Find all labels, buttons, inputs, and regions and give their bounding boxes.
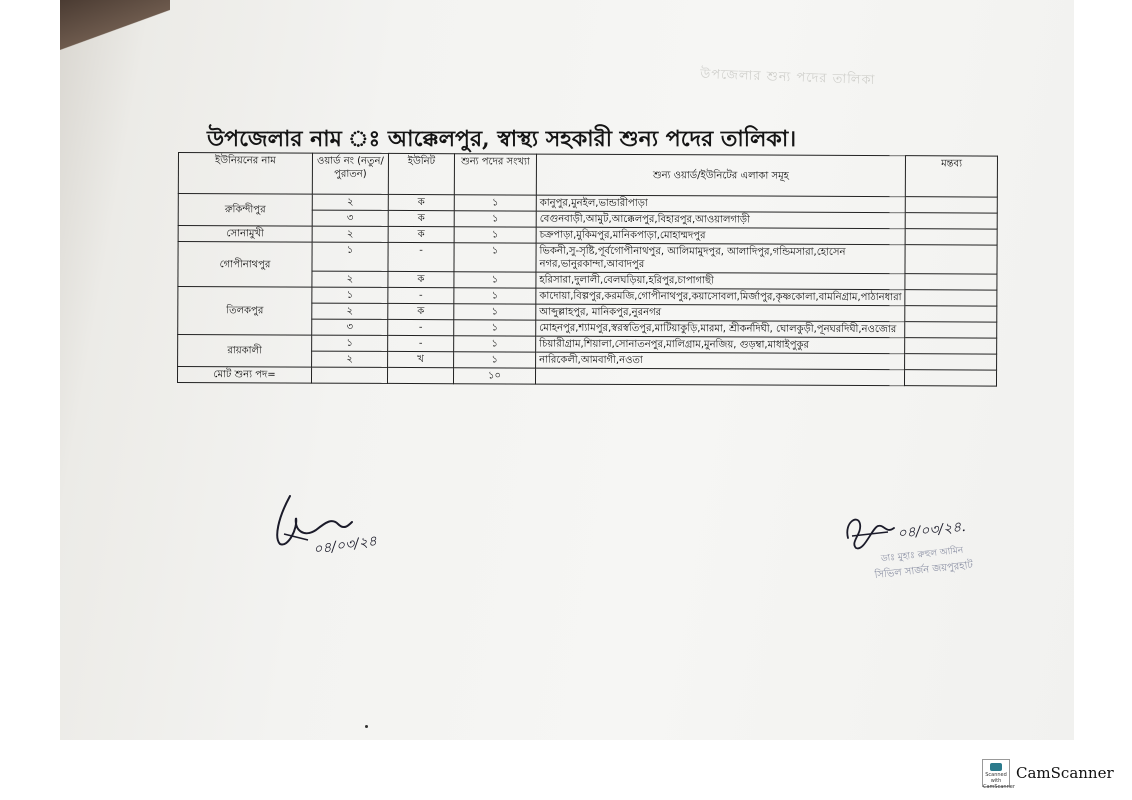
area-list: বেগুনবাড়ী,আমুট,আক্কেলপুর,বিহারপুর,আওয়ালগাড়ী (536, 211, 905, 229)
camscanner-mark (990, 763, 1002, 771)
camscanner-small-text: Scanned with CamScanner (983, 772, 1015, 790)
remarks-cell (905, 245, 997, 274)
table-row (178, 242, 997, 275)
unit-code: - (388, 242, 454, 271)
unit-code: খ (388, 351, 454, 367)
area-list: নারিকেলী,আমবাগী,নওতা (536, 352, 905, 370)
total-label: মোট শুন্য পদ= (177, 367, 311, 384)
page-title: উপজেলার নাম ঃ আক্কেলপুর, স্বাস্থ্য সহকারী শুন্য পদের তালিকা। (207, 126, 797, 152)
camscanner-watermark (982, 758, 1114, 788)
union-name: রুকিন্দীপুর (178, 194, 312, 227)
signature-left-date: ০৪/০৩/২৪ (312, 533, 378, 558)
remarks-cell (905, 354, 997, 370)
union-name: রায়কালী (178, 335, 312, 368)
total-empty-ward (311, 367, 387, 383)
unit-code: ক (388, 194, 454, 210)
table-row (178, 287, 997, 307)
ward-number: ২ (312, 303, 388, 319)
camscanner-logo-icon (982, 759, 1015, 790)
area-list: হরিসারা,দুলালী,বেলঘড়িয়া,হরিপুর,চাপাগাছী (536, 272, 905, 290)
area-list: চিয়ারীগ্রাম,শিয়ালা,সোনাতনপুর,মালিগ্রাম,মুনজিয়, গুড়ম্বা,মাধাইপুকুর (536, 336, 905, 354)
ward-number: ২ (312, 194, 388, 210)
remarks-cell (905, 290, 997, 306)
ward-number: ১ (312, 242, 388, 271)
table-row (178, 194, 997, 214)
remarks-cell (905, 213, 997, 229)
area-list: আব্দুল্লাহপুর, মানিকপুর,নুরনগর (536, 304, 905, 322)
vacant-count: ১ (454, 288, 536, 304)
vacant-count: ১ (454, 336, 536, 352)
vacant-count: ১ (454, 272, 536, 288)
vacant-count: ১ (454, 243, 536, 272)
remarks-cell (905, 197, 997, 213)
vacant-count: ১ (454, 195, 536, 211)
union-name: সোনামুখী (178, 226, 312, 243)
unit-code: ক (388, 271, 454, 287)
table-row (178, 335, 997, 355)
vacancy-table (177, 152, 998, 387)
area-list: কাদোয়া,বিল্পপুর,করমজি,গোপীনাথপুর,কয়াসোবলা,মির্জাপুর,কৃষ্ণকোলা,বামনিগ্রাম,পাঠানধারা (536, 288, 905, 306)
unit-code: ক (388, 303, 454, 319)
header-remarks: মন্তব্য (905, 156, 997, 197)
vacant-count: ১ (454, 227, 536, 243)
table-body (178, 194, 998, 371)
remarks-cell (905, 306, 997, 322)
vacant-count: ১ (454, 320, 536, 336)
speck (365, 725, 368, 728)
remarks-cell (905, 338, 997, 354)
unit-code: - (388, 319, 454, 335)
unit-code: - (388, 287, 454, 303)
signature-left (268, 488, 398, 558)
vacant-count: ১ (454, 352, 536, 368)
seal-line-name: ডাঃ মুহাঃ রুহুল আমিন (880, 545, 964, 565)
header-vacant-count: শুন্য পদের সংখ্যা (454, 154, 536, 195)
area-list: কানুপুর,মুনইল,ভান্ডারীপাড়া (536, 195, 905, 213)
area-list: চক্রপাড়া,মুকিমপুর,মানিকপাড়া,মোহাম্মদপুর (536, 227, 905, 245)
ward-number: ৩ (312, 210, 388, 226)
ward-number: ২ (312, 351, 388, 367)
vacant-count: ১ (454, 211, 536, 227)
unit-code: ক (388, 226, 454, 242)
page-corner-shadow (60, 0, 170, 50)
header-areas: শুন্য ওয়ার্ড/ইউনিটের এলাকা সমূহ (536, 154, 905, 197)
area-list: ভিকনী,সু-সৃষ্টি,পূর্বগোপীনাথপুর, আলিমামুদপুর, আলাদিপুর,গন্ডিমসারা,হোসেন নগর,ভানুরকান্দা,আবাদপুর (536, 243, 905, 274)
table-header-row (178, 153, 997, 198)
total-row (177, 367, 996, 387)
ward-number: ৩ (312, 319, 388, 335)
area-list: মোহনপুর,শ্যামপুর,স্বরস্বতিপুর,মাটিয়াকুড়ি,মারমা, শ্রীকর্নদিঘী, ঘোলকুড়ী,পূনঘরদিঘী,নওজোর (536, 320, 905, 338)
union-name: তিলকপুর (178, 287, 312, 336)
total-empty-remarks (905, 370, 997, 386)
signature-right-date: ০৪/০৩/২৪. (896, 518, 967, 542)
total-value: ১০ (453, 368, 535, 384)
total-empty-areas (535, 368, 904, 386)
seal-line-title: সিভিল সার্জন জয়পুরহাট (874, 559, 974, 582)
unit-code: ক (388, 210, 454, 226)
header-unit: ইউনিট (388, 153, 454, 194)
camscanner-label: CamScanner (1016, 764, 1114, 782)
remarks-cell (905, 322, 997, 338)
ward-number: ২ (312, 226, 388, 242)
bleed-through-text: উপজেলার শুন্য পদের তালিকা (699, 66, 876, 89)
ward-number: ২ (312, 271, 388, 287)
header-union: ইউনিয়নের নাম (178, 153, 312, 195)
unit-code: - (388, 335, 454, 351)
remarks-cell (905, 229, 997, 245)
remarks-cell (905, 274, 997, 290)
union-name: গোপীনাথপুর (178, 242, 312, 288)
ward-number: ১ (312, 335, 388, 351)
header-ward: ওয়ার্ড নং (নতুন/পুরাতন) (312, 153, 388, 194)
total-empty-unit (387, 367, 453, 383)
ward-number: ১ (312, 287, 388, 303)
vacant-count: ১ (454, 304, 536, 320)
